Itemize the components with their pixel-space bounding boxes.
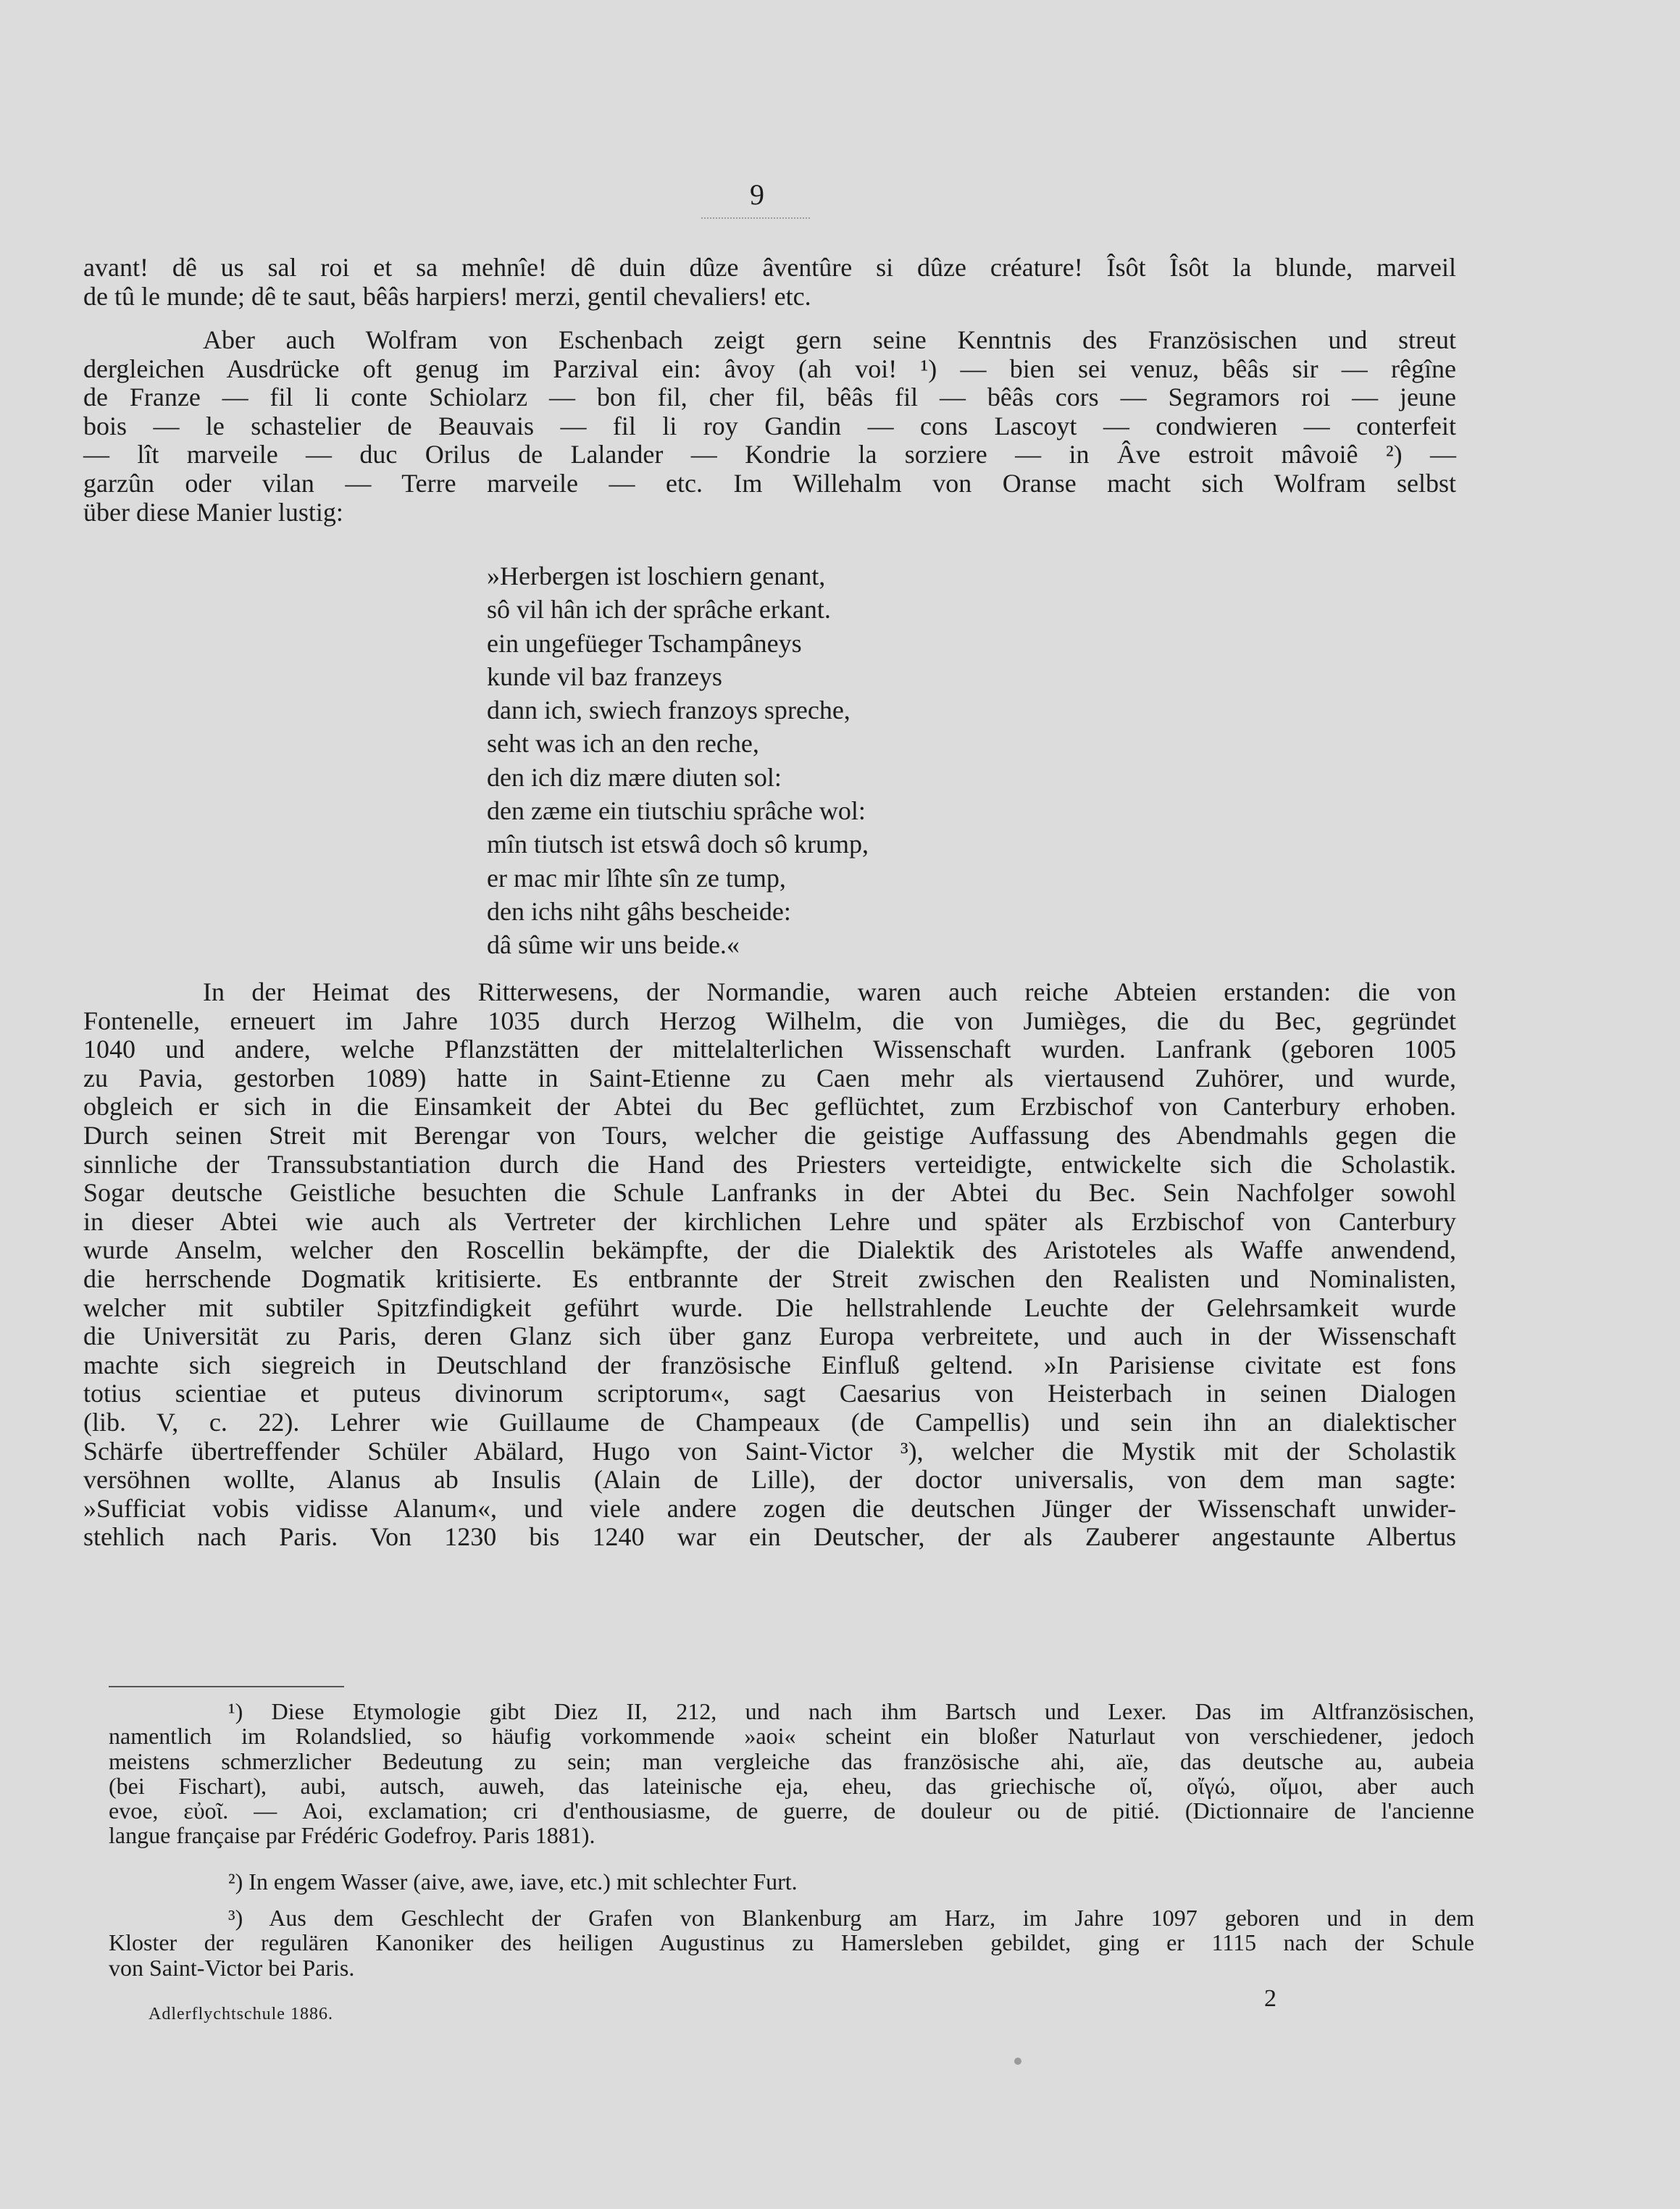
text-line: In der Heimat des Ritterwesens, der Normandie, waren auch reiche Abteien erstanden: die von bbox=[203, 977, 1456, 1006]
text-line: Kloster der regulären Kanoniker des heiligen Augustinus zu Hamersleben gebildet, ging er 1115 nach der Schule bbox=[109, 1929, 1474, 1956]
text-line: dergleichen Ausdrücke oft genug im Parzival ein: âvoy (ah voi! ¹) — bien sei venuz, bêâs sir — rêgîne bbox=[83, 354, 1456, 383]
verse-line: den ich diz mære diuten sol: bbox=[487, 762, 782, 792]
paragraph-2 bbox=[83, 326, 1456, 527]
page-number: 9 bbox=[750, 178, 764, 211]
text-line: von Saint-Victor bei Paris. bbox=[109, 1954, 355, 1981]
text-line: zu Pavia, gestorben 1089) hatte in Saint-Etienne zu Caen mehr als viertausend Zuhörer, und wurde, bbox=[83, 1063, 1456, 1093]
text-line: sinnliche der Transsubstantiation durch die Hand des Priesters verteidigte, entwickelte sich die Scholastik. bbox=[83, 1149, 1456, 1179]
text-line: totius scientiae et puteus divinorum scriptorum«, sagt Caesarius von Heisterbach in seinen Dialogen bbox=[83, 1379, 1456, 1408]
page-number-ornament bbox=[701, 217, 810, 225]
text-line: Aber auch Wolfram von Eschenbach zeigt gern seine Kenntnis des Französischen und streut bbox=[203, 325, 1456, 354]
printer-signature: Adlerflychtschule 1886. bbox=[149, 2005, 333, 2024]
text-line: »Sufficiat vobis vidisse Alanum«, und viele andere zogen die deutschen Jünger der Wissenschaft unwider- bbox=[83, 1493, 1456, 1523]
text-line: die herrschende Dogmatik kritisierte. Es entbrannte der Streit zwischen den Realisten und Nominalisten, bbox=[83, 1264, 1456, 1293]
text-line: meistens schmerzlicher Bedeutung zu sein; man vergleiche das französische ahi, aïe, das deutsche au, aubeia bbox=[109, 1747, 1474, 1774]
text-line: (lib. V, c. 22). Lehrer wie Guillaume de Champeaux (de Campellis) und sein ihn an dialektischer bbox=[83, 1407, 1456, 1437]
footnote-3 bbox=[109, 1905, 1474, 1980]
text-line: Fontenelle, erneuert im Jahre 1035 durch Herzog Wilhelm, die von Jumièges, die du Bec, gegründet bbox=[83, 1006, 1456, 1035]
text-line: bois — le schastelier de Beauvais — fil li roy Gandin — cons Lascoyt — condwieren — conterfeit bbox=[83, 411, 1456, 440]
verse-line: ein ungefüeger Tschampâneys bbox=[487, 628, 802, 658]
text-line: die Universität zu Paris, deren Glanz sich über ganz Europa verbreitete, und auch in der Wissenschaft bbox=[83, 1321, 1456, 1351]
text-line: über diese Manier lustig: bbox=[83, 497, 343, 527]
verse-line: den ichs niht gâhs bescheide: bbox=[487, 896, 791, 926]
sheet-number: 2 bbox=[1264, 1985, 1276, 2012]
verse-line: kunde vil baz franzeys bbox=[487, 661, 722, 691]
footnote-2 bbox=[109, 1869, 1474, 1894]
text-line: garzûn oder vilan — Terre marveile — etc. Im Willehalm von Oranse macht sich Wolfram selbst bbox=[83, 468, 1456, 498]
verse-line: dann ich, swiech franzoys spreche, bbox=[487, 696, 851, 725]
text-line: — lît marveile — duc Orilus de Lalander — Kondrie la sorziere — in Âve estroit mâvoiê ²) — bbox=[83, 440, 1456, 469]
paragraph-1 bbox=[83, 254, 1456, 311]
verse-line: »Herbergen ist loschiern genant, bbox=[487, 561, 826, 590]
verse-line: er mac mir lîhte sîn ze tump, bbox=[487, 863, 786, 893]
verse-line: sô vil hân ich der sprâche erkant. bbox=[487, 595, 831, 625]
text-line: namentlich im Rolandslied, so häufig vorkommende »aoi« scheint ein bloßer Naturlaut von verschiedener, jedoch bbox=[109, 1723, 1474, 1750]
text-line: Durch seinen Streit mit Berengar von Tours, welcher die geistige Auffassung des Abendmahls gegen die bbox=[83, 1120, 1456, 1150]
text-line: langue française par Frédéric Godefroy. Paris 1881). bbox=[109, 1822, 595, 1849]
text-line: (bei Fischart), aubi, autsch, auweh, das lateinische eja, eheu, das griechische οἵ, οἴγώ, οἴμοι, aber auch bbox=[109, 1772, 1474, 1799]
verse-line: mîn tiutsch ist etswâ doch sô krump, bbox=[487, 830, 869, 859]
text-line: versöhnen wollte, Alanus ab Insulis (Alain de Lille), der doctor universalis, von dem man sagte: bbox=[83, 1465, 1456, 1495]
text-line: ³) Aus dem Geschlecht der Grafen von Blankenburg am Harz, im Jahre 1097 geboren und in dem bbox=[228, 1905, 1474, 1931]
text-line: in dieser Abtei wie auch als Vertreter der kirchlichen Lehre und später als Erzbischof von Canterbury bbox=[83, 1206, 1456, 1236]
text-line: Sogar deutsche Geistliche besuchten die Schule Lanfranks in der Abtei du Bec. Sein Nachfolger sowohl bbox=[83, 1178, 1456, 1208]
text-line: de Franze — fil li conte Schiolarz — bon fil, cher fil, bêâs fil — bêâs cors — Segramors roi — jeune bbox=[83, 383, 1456, 412]
text-line: evoe, εὐοῖ. — Aoi, exclamation; cri d'enthousiasme, de guerre, de douleur ou de pitié. (Dictionnaire de l'ancienne bbox=[109, 1797, 1474, 1824]
paragraph-3 bbox=[83, 978, 1456, 1552]
text-line: Schärfe übertreffender Schüler Abälard, Hugo von Saint-Victor ³), welcher die Mystik mit der Scholastik bbox=[83, 1436, 1456, 1466]
text-line: de tû le munde; dê te saut, bêâs harpiers! merzi, gentil chevaliers! etc. bbox=[83, 281, 811, 311]
footnote-separator bbox=[109, 1686, 344, 1687]
text-line: wurde Anselm, welcher den Roscellin bekämpfte, der die Dialektik des Aristoteles als Waffe anwendend, bbox=[83, 1235, 1456, 1265]
text-line: welcher mit subtiler Spitzfindigkeit geführt wurde. Die hellstrahlende Leuchte der Gelehrsamkeit wurde bbox=[83, 1293, 1456, 1322]
paper-smudge bbox=[1014, 2058, 1021, 2065]
text-line: ²) In engem Wasser (aive, awe, iave, etc.) mit schlechter Furt. bbox=[228, 1868, 798, 1895]
verse-line: seht was ich an den reche, bbox=[487, 729, 759, 759]
verse-quotation bbox=[487, 559, 869, 962]
verse-line: den zæme ein tiutschiu sprâche wol: bbox=[487, 796, 866, 826]
text-line: 1040 und andere, welche Pflanzstätten der mittelalterlichen Wissenschaft wurden. Lanfrank (geboren 1005 bbox=[83, 1035, 1456, 1064]
text-line: obgleich er sich in die Einsamkeit der Abtei du Bec geflüchtet, zum Erzbischof von Canterbury erhoben. bbox=[83, 1092, 1456, 1122]
text-line: machte sich siegreich in Deutschland der französische Einfluß geltend. »In Parisiense civitate est fons bbox=[83, 1350, 1456, 1379]
text-line: avant! dê us sal roi et sa mehnîe! dê duin dûze âventûre si dûze créature! Îsôt Îsôt la blunde, marveil bbox=[83, 253, 1456, 282]
footnote-1 bbox=[109, 1699, 1474, 1848]
verse-line: dâ sûme wir uns beide.« bbox=[487, 930, 740, 960]
text-line: stehlich nach Paris. Von 1230 bis 1240 war ein Deutscher, der als Zauberer angestaunte Albertus bbox=[83, 1522, 1456, 1552]
text-line: ¹) Diese Etymologie gibt Diez II, 212, und nach ihm Bartsch und Lexer. Das im Altfranzösischen, bbox=[228, 1698, 1474, 1724]
